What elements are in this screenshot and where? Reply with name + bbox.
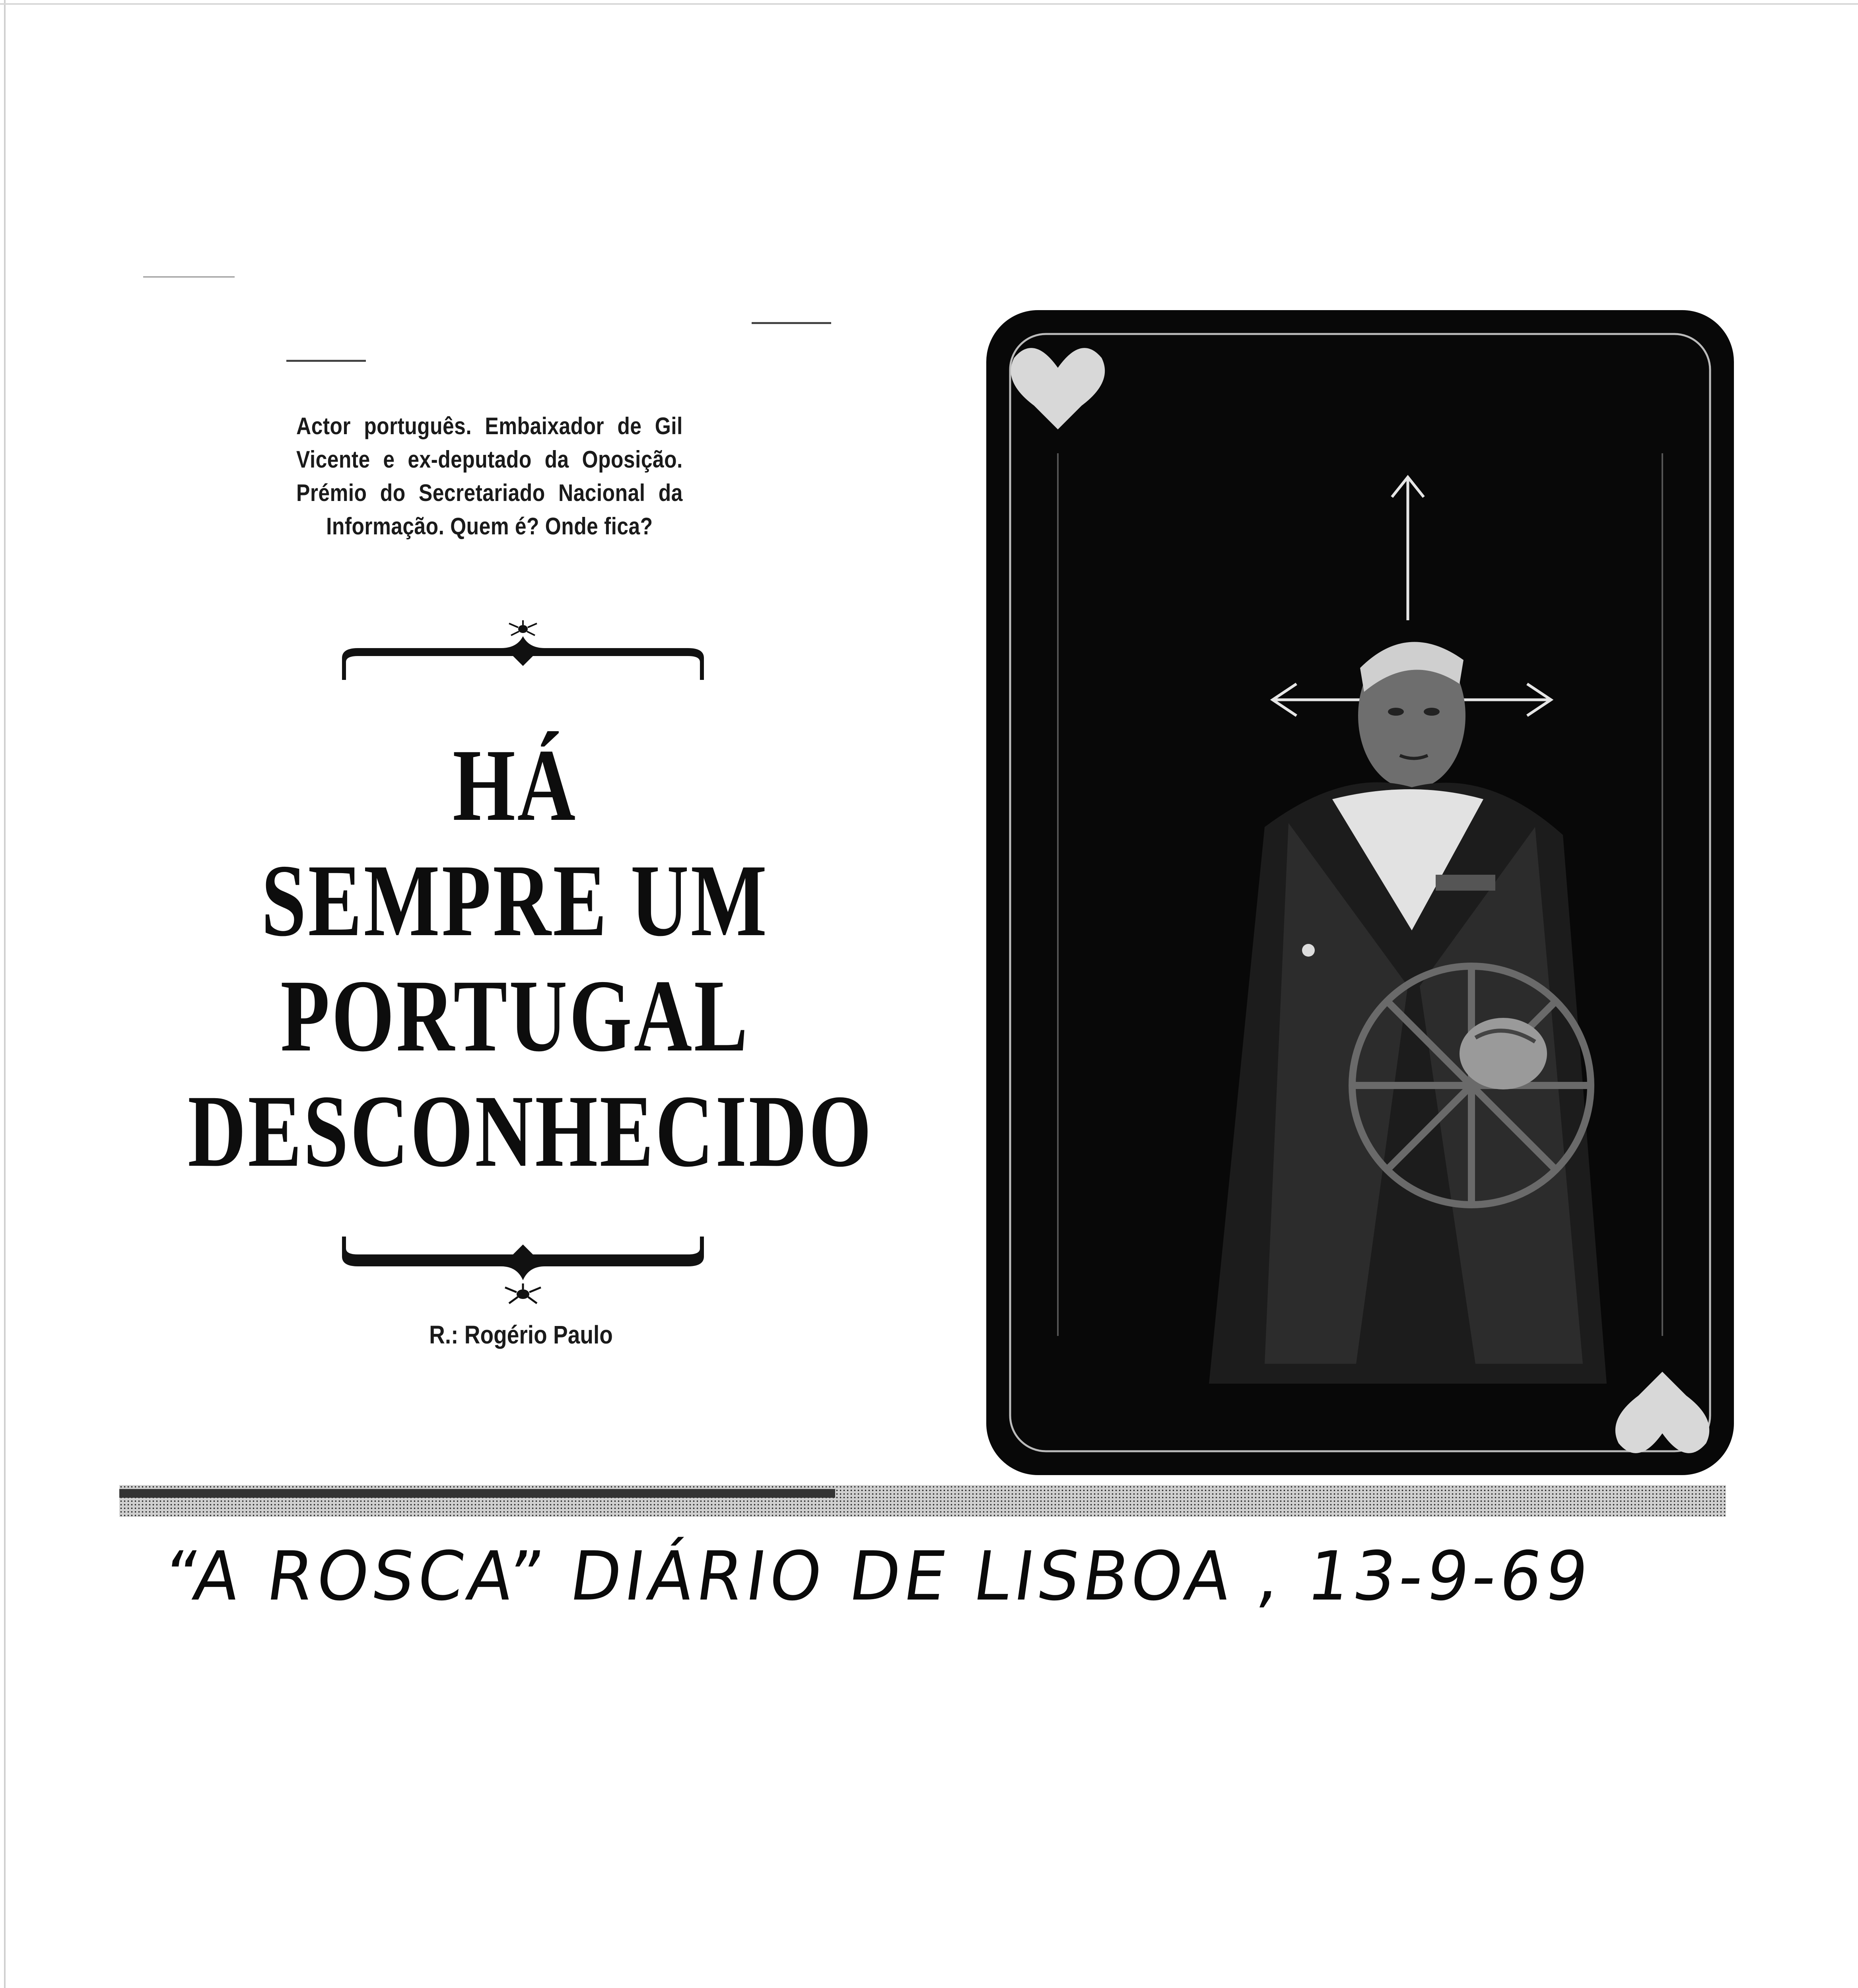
- headline: [188, 728, 874, 1189]
- bottom-ornament-bracket: [334, 1233, 712, 1308]
- ship-wheel: [1352, 966, 1591, 1205]
- top-ornament-bracket: [334, 620, 712, 684]
- headline-line: SEMPRE UM: [261, 843, 769, 958]
- fly-icon: [509, 620, 537, 635]
- article-credit: R.: Rogério Paulo: [429, 1320, 613, 1349]
- handwritten-source-note: “A ROSCA” DIÁRIO DE LISBOA , 13-9-69: [159, 1537, 1597, 1616]
- headline-line: PORTUGAL: [280, 959, 750, 1073]
- heart-icon: [1011, 348, 1105, 429]
- fly-icon: [505, 1283, 541, 1303]
- article-lead: Actor português. Embaixador de Gil Vicente e ex-deputado da Oposição. Prémio do Secretariado Nacional da Informação. Quem é? Onde fica?: [296, 413, 683, 540]
- stray-mark: [143, 276, 235, 278]
- actor-hand: [1460, 1018, 1547, 1089]
- headline-line: DESCONHECIDO: [188, 1074, 874, 1188]
- photo-illustration: [986, 310, 1734, 1475]
- halftone-rule: [119, 1485, 1726, 1517]
- scan-edge: [0, 3, 1858, 5]
- stray-mark: [752, 322, 831, 324]
- scan-edge: [4, 0, 6, 1988]
- stray-mark: [286, 360, 366, 362]
- headline-line: HÁ: [453, 728, 577, 843]
- playing-card-photo: [986, 310, 1734, 1475]
- heart-icon: [1615, 1372, 1709, 1453]
